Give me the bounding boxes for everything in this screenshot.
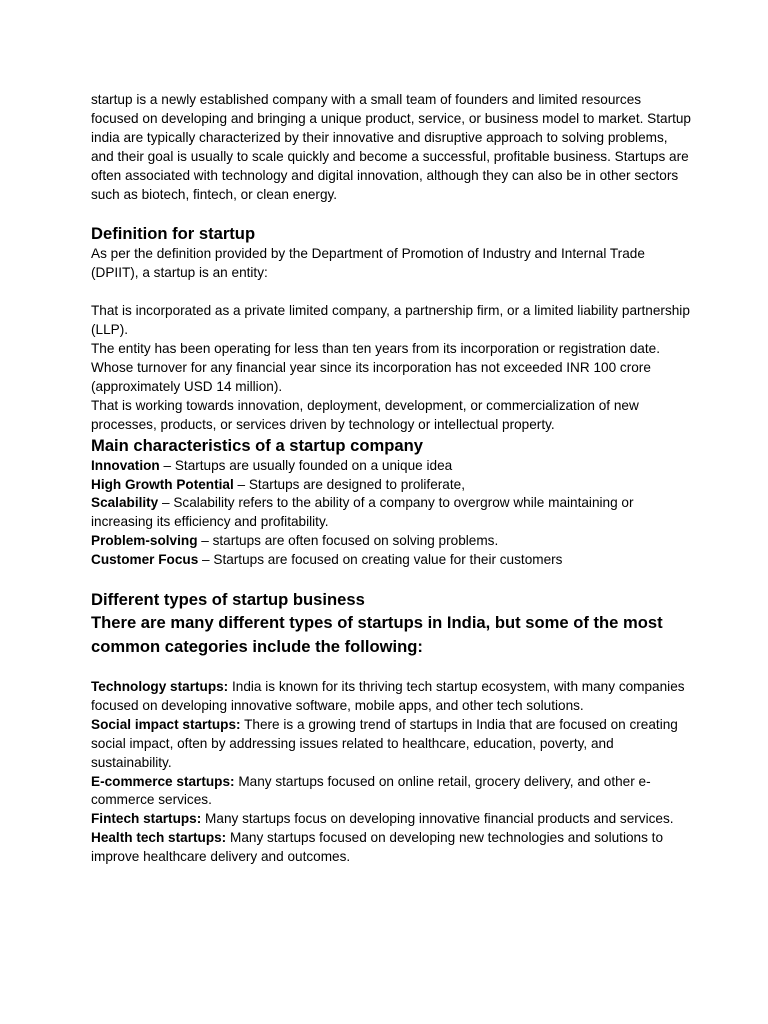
- spacer: [91, 659, 691, 678]
- definition-lead: As per the definition provided by the Department of Promotion of Industry and Internal Trade (DPIIT), a startup is an entity:: [91, 246, 645, 281]
- type-item: [91, 716, 691, 773]
- definition-criterion: That is working towards innovation, deployment, development, or commercialization of new processes, products, or services driven by technology or intellectual property.: [91, 397, 639, 432]
- types-subheading: There are many different types of startups in India, but some of the most common categories include the following:: [91, 613, 663, 657]
- characteristics-heading: Main characteristics of a startup company: [91, 435, 423, 455]
- type-desc: Many startups focused on developing new technologies and solutions to improve healthcare delivery and outcomes.: [91, 830, 664, 865]
- type-item: [91, 773, 691, 811]
- characteristic-term: Customer Focus: [91, 552, 199, 568]
- type-desc: There is a growing trend of startups in India that are focused on creating social impact, often by addressing issues related to healthcare, education, poverty, and sustainability.: [91, 716, 678, 770]
- type-desc: Many startups focused on online retail, grocery delivery, and other e-commerce services.: [91, 773, 651, 808]
- characteristic-item: [91, 532, 691, 551]
- characteristic-term: Problem-solving: [91, 533, 198, 549]
- characteristic-item: [91, 476, 691, 495]
- definition-heading: Definition for startup: [91, 224, 256, 244]
- spacer: [91, 283, 691, 302]
- characteristic-item: [91, 494, 691, 532]
- type-item: [91, 678, 691, 716]
- characteristic-desc: – Startups are designed to proliferate,: [233, 476, 465, 492]
- type-term: Fintech startups:: [91, 811, 202, 827]
- definition-criterion: Whose turnover for any financial year since its incorporation has not exceeded INR 100 crore (approximately USD 14 million).: [91, 359, 651, 394]
- type-term: Technology startups:: [91, 679, 229, 695]
- characteristic-desc: – Scalability refers to the ability of a company to overgrow while maintaining or increasing its efficiency and profitability.: [91, 495, 634, 530]
- type-desc: India is known for its thriving tech startup ecosystem, with many companies focused on developing innovative software, mobile apps, and other tech solutions.: [91, 679, 685, 713]
- characteristic-term: High Growth Potential: [91, 476, 234, 492]
- document-page: [91, 91, 691, 867]
- definition-criterion: That is incorporated as a private limited company, a partnership firm, or a limited liability partnership (LLP).: [91, 303, 690, 338]
- type-item: [91, 810, 691, 829]
- definition-criterion: The entity has been operating for less than ten years from its incorporation or registration date.: [91, 341, 660, 357]
- characteristic-item: [91, 457, 691, 476]
- characteristic-term: Innovation: [91, 457, 160, 473]
- type-term: Social impact startups:: [91, 716, 241, 732]
- characteristic-item: [91, 551, 691, 570]
- type-item: [91, 829, 691, 867]
- characteristic-desc: – Startups are usually founded on a unique idea: [159, 457, 453, 473]
- types-heading: Different types of startup business: [91, 590, 365, 610]
- spacer: [91, 204, 691, 223]
- intro-paragraph: startup is a newly established company with a small team of founders and limited resources focused on developing and bringing a unique product, service, or business model to market. Startup india are typically characterized by their innovative and disruptive approach to solving problems, and their goal is usually to scale quickly and become a successful, profitable business. Startups are often associated with technology and digital innovation, although they can also be in other sectors such as biotech, fintech, or clean energy.: [91, 92, 691, 202]
- characteristic-term: Scalability: [91, 495, 159, 511]
- type-term: Health tech startups:: [91, 830, 227, 846]
- characteristic-desc: – startups are often focused on solving problems.: [197, 533, 499, 549]
- characteristic-desc: – Startups are focused on creating value for their customers: [198, 552, 563, 568]
- type-desc: Many startups focus on developing innovative financial products and services.: [201, 811, 674, 827]
- type-term: E-commerce startups:: [91, 773, 235, 789]
- spacer: [91, 570, 691, 589]
